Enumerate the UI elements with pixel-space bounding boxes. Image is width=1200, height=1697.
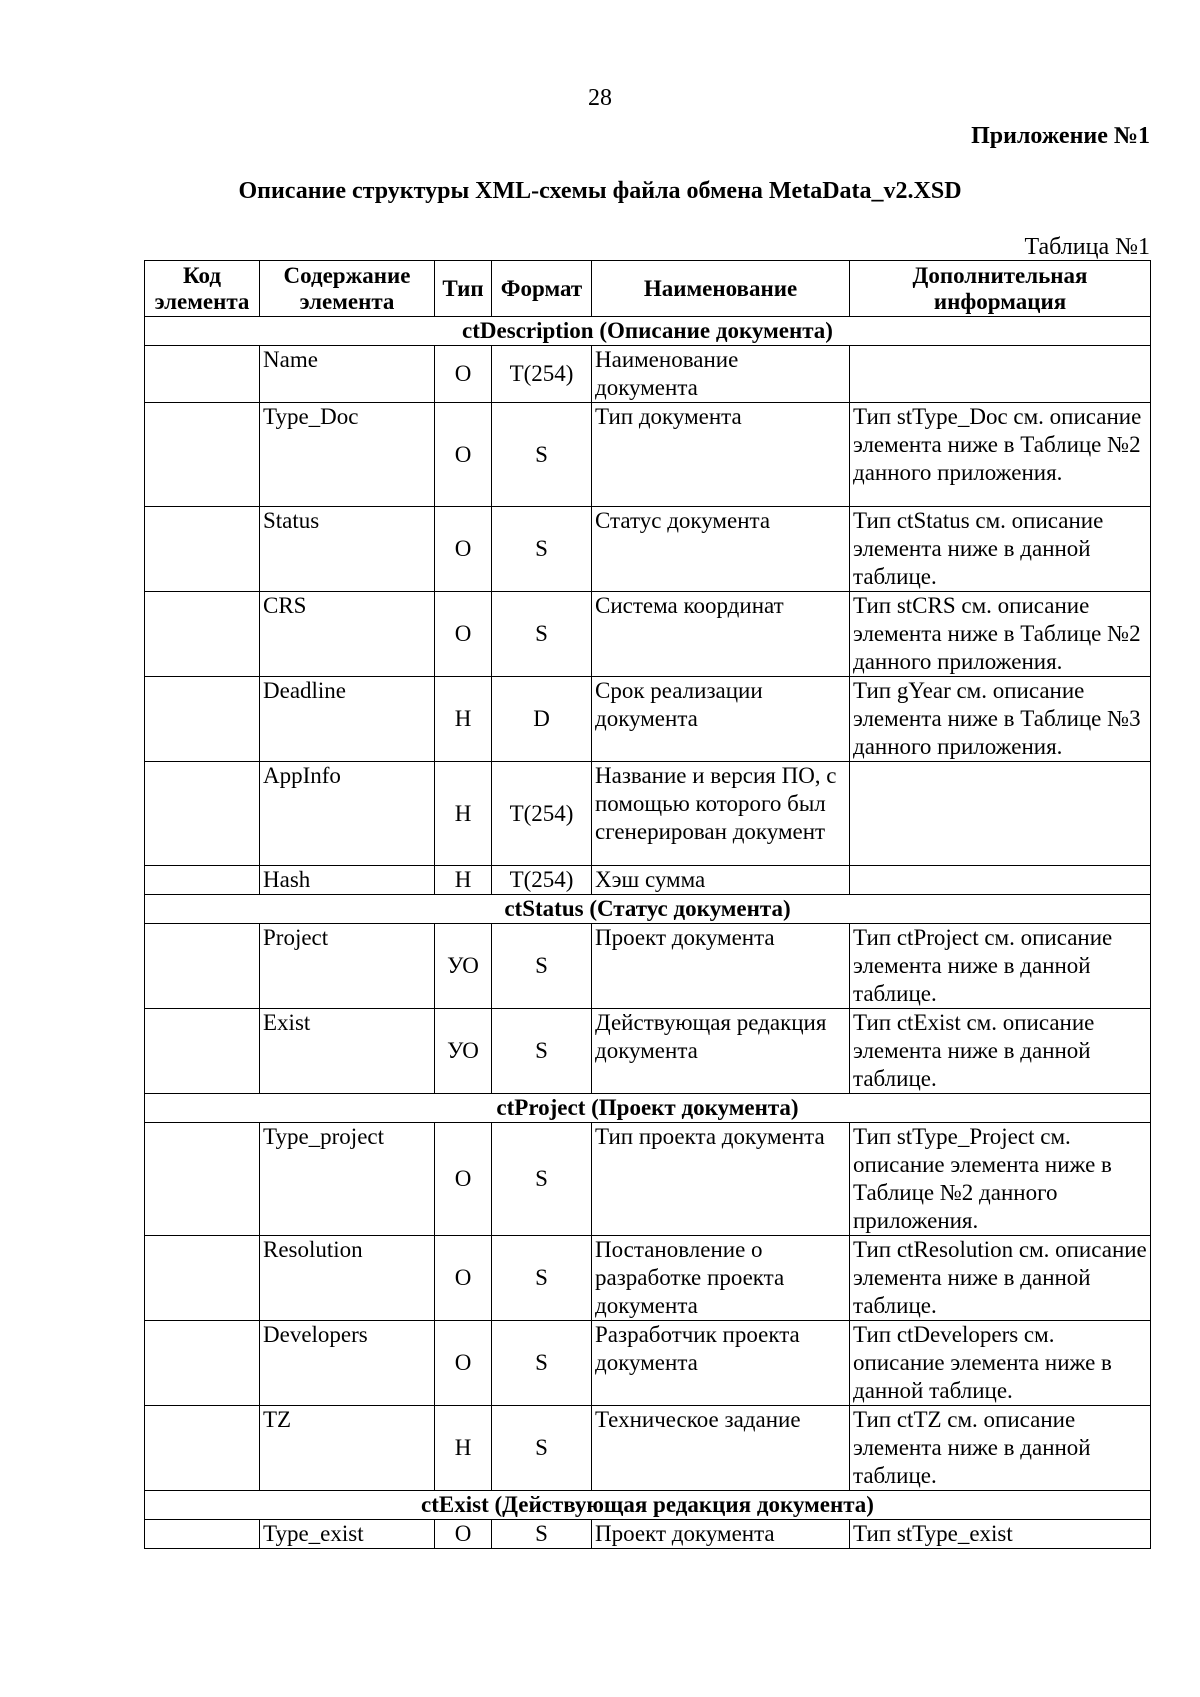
table-row xyxy=(145,924,1151,1009)
cell-type: О xyxy=(435,346,492,403)
cell-type: О xyxy=(435,1520,492,1549)
cell-code xyxy=(145,346,260,403)
cell-format: T(254) xyxy=(492,866,592,895)
header-format: Формат xyxy=(492,261,592,317)
cell-type: О xyxy=(435,592,492,677)
table-row xyxy=(145,507,1151,592)
cell-info: Тип stType_exist xyxy=(850,1520,1151,1549)
table-row xyxy=(145,1123,1151,1236)
header-content: Содержание элемента xyxy=(260,261,435,317)
cell-content: Hash xyxy=(260,866,435,895)
cell-type: Н xyxy=(435,677,492,762)
table-body xyxy=(145,317,1151,1549)
cell-code xyxy=(145,762,260,866)
cell-info: Тип ctProject см. описание элемента ниже в данной таблице. xyxy=(850,924,1151,1009)
schema-table xyxy=(144,260,1151,1549)
cell-code xyxy=(145,924,260,1009)
cell-info: Тип ctTZ см. описание элемента ниже в данной таблице. xyxy=(850,1406,1151,1491)
cell-content: CRS xyxy=(260,592,435,677)
cell-info xyxy=(850,346,1151,403)
cell-format: S xyxy=(492,1009,592,1094)
cell-name: Наименование документа xyxy=(592,346,850,403)
cell-info: Тип stCRS см. описание элемента ниже в Таблице №2 данного приложения. xyxy=(850,592,1151,677)
cell-name: Проект документа xyxy=(592,1520,850,1549)
cell-info xyxy=(850,762,1151,866)
cell-code xyxy=(145,677,260,762)
header-name: Наименование xyxy=(592,261,850,317)
cell-content: Status xyxy=(260,507,435,592)
cell-info: Тип ctStatus см. описание элемента ниже в данной таблице. xyxy=(850,507,1151,592)
cell-content: Resolution xyxy=(260,1236,435,1321)
section-row xyxy=(145,1094,1151,1123)
cell-type: Н xyxy=(435,1406,492,1491)
table-row xyxy=(145,762,1151,866)
cell-code xyxy=(145,1321,260,1406)
cell-type: О xyxy=(435,507,492,592)
cell-format: S xyxy=(492,1406,592,1491)
cell-format: S xyxy=(492,1321,592,1406)
cell-content: Type_Doc xyxy=(260,403,435,507)
table-caption: Таблица №1 xyxy=(1024,234,1150,260)
cell-name: Постановление о разработке проекта документа xyxy=(592,1236,850,1321)
cell-code xyxy=(145,403,260,507)
table-row xyxy=(145,1236,1151,1321)
table-header-row xyxy=(145,261,1151,317)
appendix-label: Приложение №1 xyxy=(971,123,1150,149)
cell-type: О xyxy=(435,1123,492,1236)
page-number: 28 xyxy=(588,85,612,111)
cell-content: Type_project xyxy=(260,1123,435,1236)
table-row xyxy=(145,592,1151,677)
cell-code xyxy=(145,866,260,895)
section-title: ctDescription (Описание документа) xyxy=(145,317,1151,346)
cell-type: Н xyxy=(435,866,492,895)
cell-code xyxy=(145,1406,260,1491)
cell-format: S xyxy=(492,592,592,677)
cell-type: УО xyxy=(435,1009,492,1094)
cell-format: S xyxy=(492,403,592,507)
table-row xyxy=(145,403,1151,507)
cell-format: S xyxy=(492,1123,592,1236)
cell-content: Exist xyxy=(260,1009,435,1094)
table-row xyxy=(145,866,1151,895)
cell-info: Тип ctResolution см. описание элемента ниже в данной таблице. xyxy=(850,1236,1151,1321)
cell-code xyxy=(145,1123,260,1236)
section-row xyxy=(145,317,1151,346)
cell-content: AppInfo xyxy=(260,762,435,866)
document-title: Описание структуры XML-схемы файла обмена MetaData_v2.XSD xyxy=(238,178,962,204)
table-row xyxy=(145,1009,1151,1094)
cell-info xyxy=(850,866,1151,895)
table-row xyxy=(145,1321,1151,1406)
cell-name: Техническое задание xyxy=(592,1406,850,1491)
cell-name: Проект документа xyxy=(592,924,850,1009)
table-row xyxy=(145,346,1151,403)
cell-code xyxy=(145,1520,260,1549)
header-code: Код элемента xyxy=(145,261,260,317)
cell-type: Н xyxy=(435,762,492,866)
cell-format: T(254) xyxy=(492,346,592,403)
cell-content: Type_exist xyxy=(260,1520,435,1549)
section-title: ctExist (Действующая редакция документа) xyxy=(145,1491,1151,1520)
cell-info: Тип ctExist см. описание элемента ниже в данной таблице. xyxy=(850,1009,1151,1094)
cell-type: О xyxy=(435,403,492,507)
cell-info: Тип stType_Doc см. описание элемента ниже в Таблице №2 данного приложения. xyxy=(850,403,1151,507)
cell-type: О xyxy=(435,1236,492,1321)
cell-format: S xyxy=(492,924,592,1009)
cell-content: Project xyxy=(260,924,435,1009)
cell-name: Разработчик проекта документа xyxy=(592,1321,850,1406)
cell-name: Тип документа xyxy=(592,403,850,507)
cell-content: Name xyxy=(260,346,435,403)
table-row xyxy=(145,1406,1151,1491)
cell-format: T(254) xyxy=(492,762,592,866)
cell-name: Тип проекта документа xyxy=(592,1123,850,1236)
cell-name: Срок реализации документа xyxy=(592,677,850,762)
cell-format: S xyxy=(492,1520,592,1549)
cell-type: УО xyxy=(435,924,492,1009)
cell-info: Тип ctDevelopers см. описание элемента ниже в данной таблице. xyxy=(850,1321,1151,1406)
cell-name: Статус документа xyxy=(592,507,850,592)
cell-format: D xyxy=(492,677,592,762)
header-type: Тип xyxy=(435,261,492,317)
header-info: Дополнительная информация xyxy=(850,261,1151,317)
cell-content: Developers xyxy=(260,1321,435,1406)
cell-format: S xyxy=(492,1236,592,1321)
section-title: ctProject (Проект документа) xyxy=(145,1094,1151,1123)
table-row xyxy=(145,677,1151,762)
cell-name: Хэш сумма xyxy=(592,866,850,895)
cell-name: Название и версия ПО, с помощью которого был сгенерирован документ xyxy=(592,762,850,866)
cell-code xyxy=(145,1236,260,1321)
cell-info: Тип stType_Project см. описание элемента ниже в Таблице №2 данного приложения. xyxy=(850,1123,1151,1236)
cell-info: Тип gYear см. описание элемента ниже в Таблице №3 данного приложения. xyxy=(850,677,1151,762)
cell-name: Действующая редакция документа xyxy=(592,1009,850,1094)
section-row xyxy=(145,1491,1151,1520)
cell-name: Система координат xyxy=(592,592,850,677)
cell-code xyxy=(145,507,260,592)
cell-content: TZ xyxy=(260,1406,435,1491)
cell-code xyxy=(145,592,260,677)
section-row xyxy=(145,895,1151,924)
cell-code xyxy=(145,1009,260,1094)
cell-content: Deadline xyxy=(260,677,435,762)
section-title: ctStatus (Статус документа) xyxy=(145,895,1151,924)
cell-type: О xyxy=(435,1321,492,1406)
cell-format: S xyxy=(492,507,592,592)
table-row xyxy=(145,1520,1151,1549)
